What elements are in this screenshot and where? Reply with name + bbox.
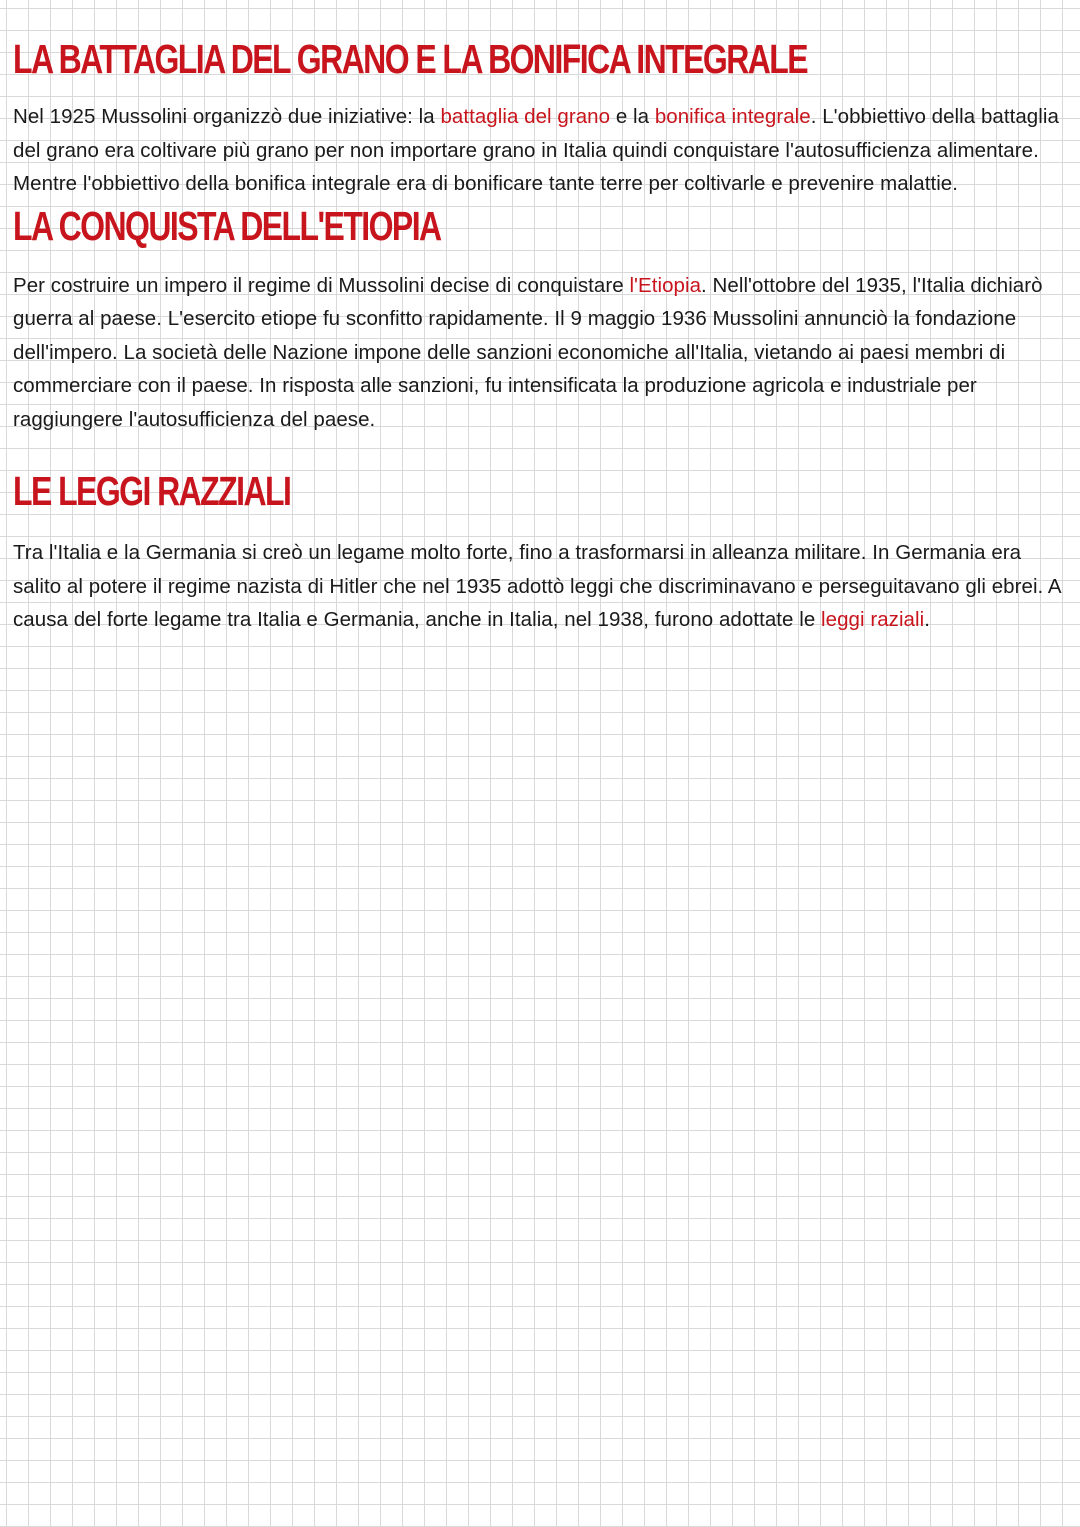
section-heading-grano: LA BATTAGLIA DEL GRANO E LA BONIFICA INTEGRALE	[13, 36, 808, 82]
highlight-leggi-raziali: leggi raziali	[821, 608, 925, 631]
highlight-etiopia: l'Etiopia	[629, 273, 702, 297]
section-paragraph-leggi-razziali	[13, 536, 1068, 637]
highlight-battaglia-del-grano: battaglia del grano	[440, 105, 611, 128]
highlight-bonifica-integrale: bonifica integrale	[654, 105, 811, 128]
notes-content	[13, 30, 1068, 637]
paragraph-text: .	[924, 608, 930, 631]
paragraph-text: . L'obbiettivo della battaglia del grano era coltivare più grano per non importare grano in Italia quindi conquistare l'autosufficienza alimentare. Mentre l'obbiettivo della bonifica integrale era di bonificare tante terre per coltivarle e prevenire malattie.	[13, 105, 1059, 195]
paragraph-text: . Nell'ottobre del 1935, l'Italia dichiarò guerra al paese. L'esercito etiope fu sconfitto rapidamente. Il 9 maggio 1936 Mussolini annunciò la fondazione dell'impero. La società delle Nazione impone delle sanzioni economiche all'Italia, vietando ai paesi membri di commerciare con il paese. In risposta alle sanzioni, fu intensificata la produzione agricola e industriale per raggiungere l'autosufficienza del paese.	[13, 273, 1043, 431]
section-heading-etiopia: LA CONQUISTA DELL'ETIOPIA	[13, 202, 441, 249]
paragraph-text: Per costruire un impero il regime di Mussolini decise di conquistare	[13, 273, 630, 297]
paragraph-text: Nel 1925 Mussolini organizzò due iniziative: la	[13, 105, 441, 128]
section-paragraph-grano	[13, 100, 1068, 201]
section-paragraph-etiopia	[13, 269, 1068, 437]
paragraph-text: e la	[610, 105, 655, 128]
paragraph-text: Tra l'Italia e la Germania si creò un legame molto forte, fino a trasformarsi in alleanza militare. In Germania era salito al potere il regime nazista di Hitler che nel 1935 adottò leggi che discriminavano e perseguitavano gli ebrei. A causa del forte legame tra Italia e Germania, anche in Italia, nel 1938, furono adottate le	[13, 541, 1061, 631]
section-heading-leggi-razziali: LE LEGGI RAZZIALI	[13, 468, 291, 514]
